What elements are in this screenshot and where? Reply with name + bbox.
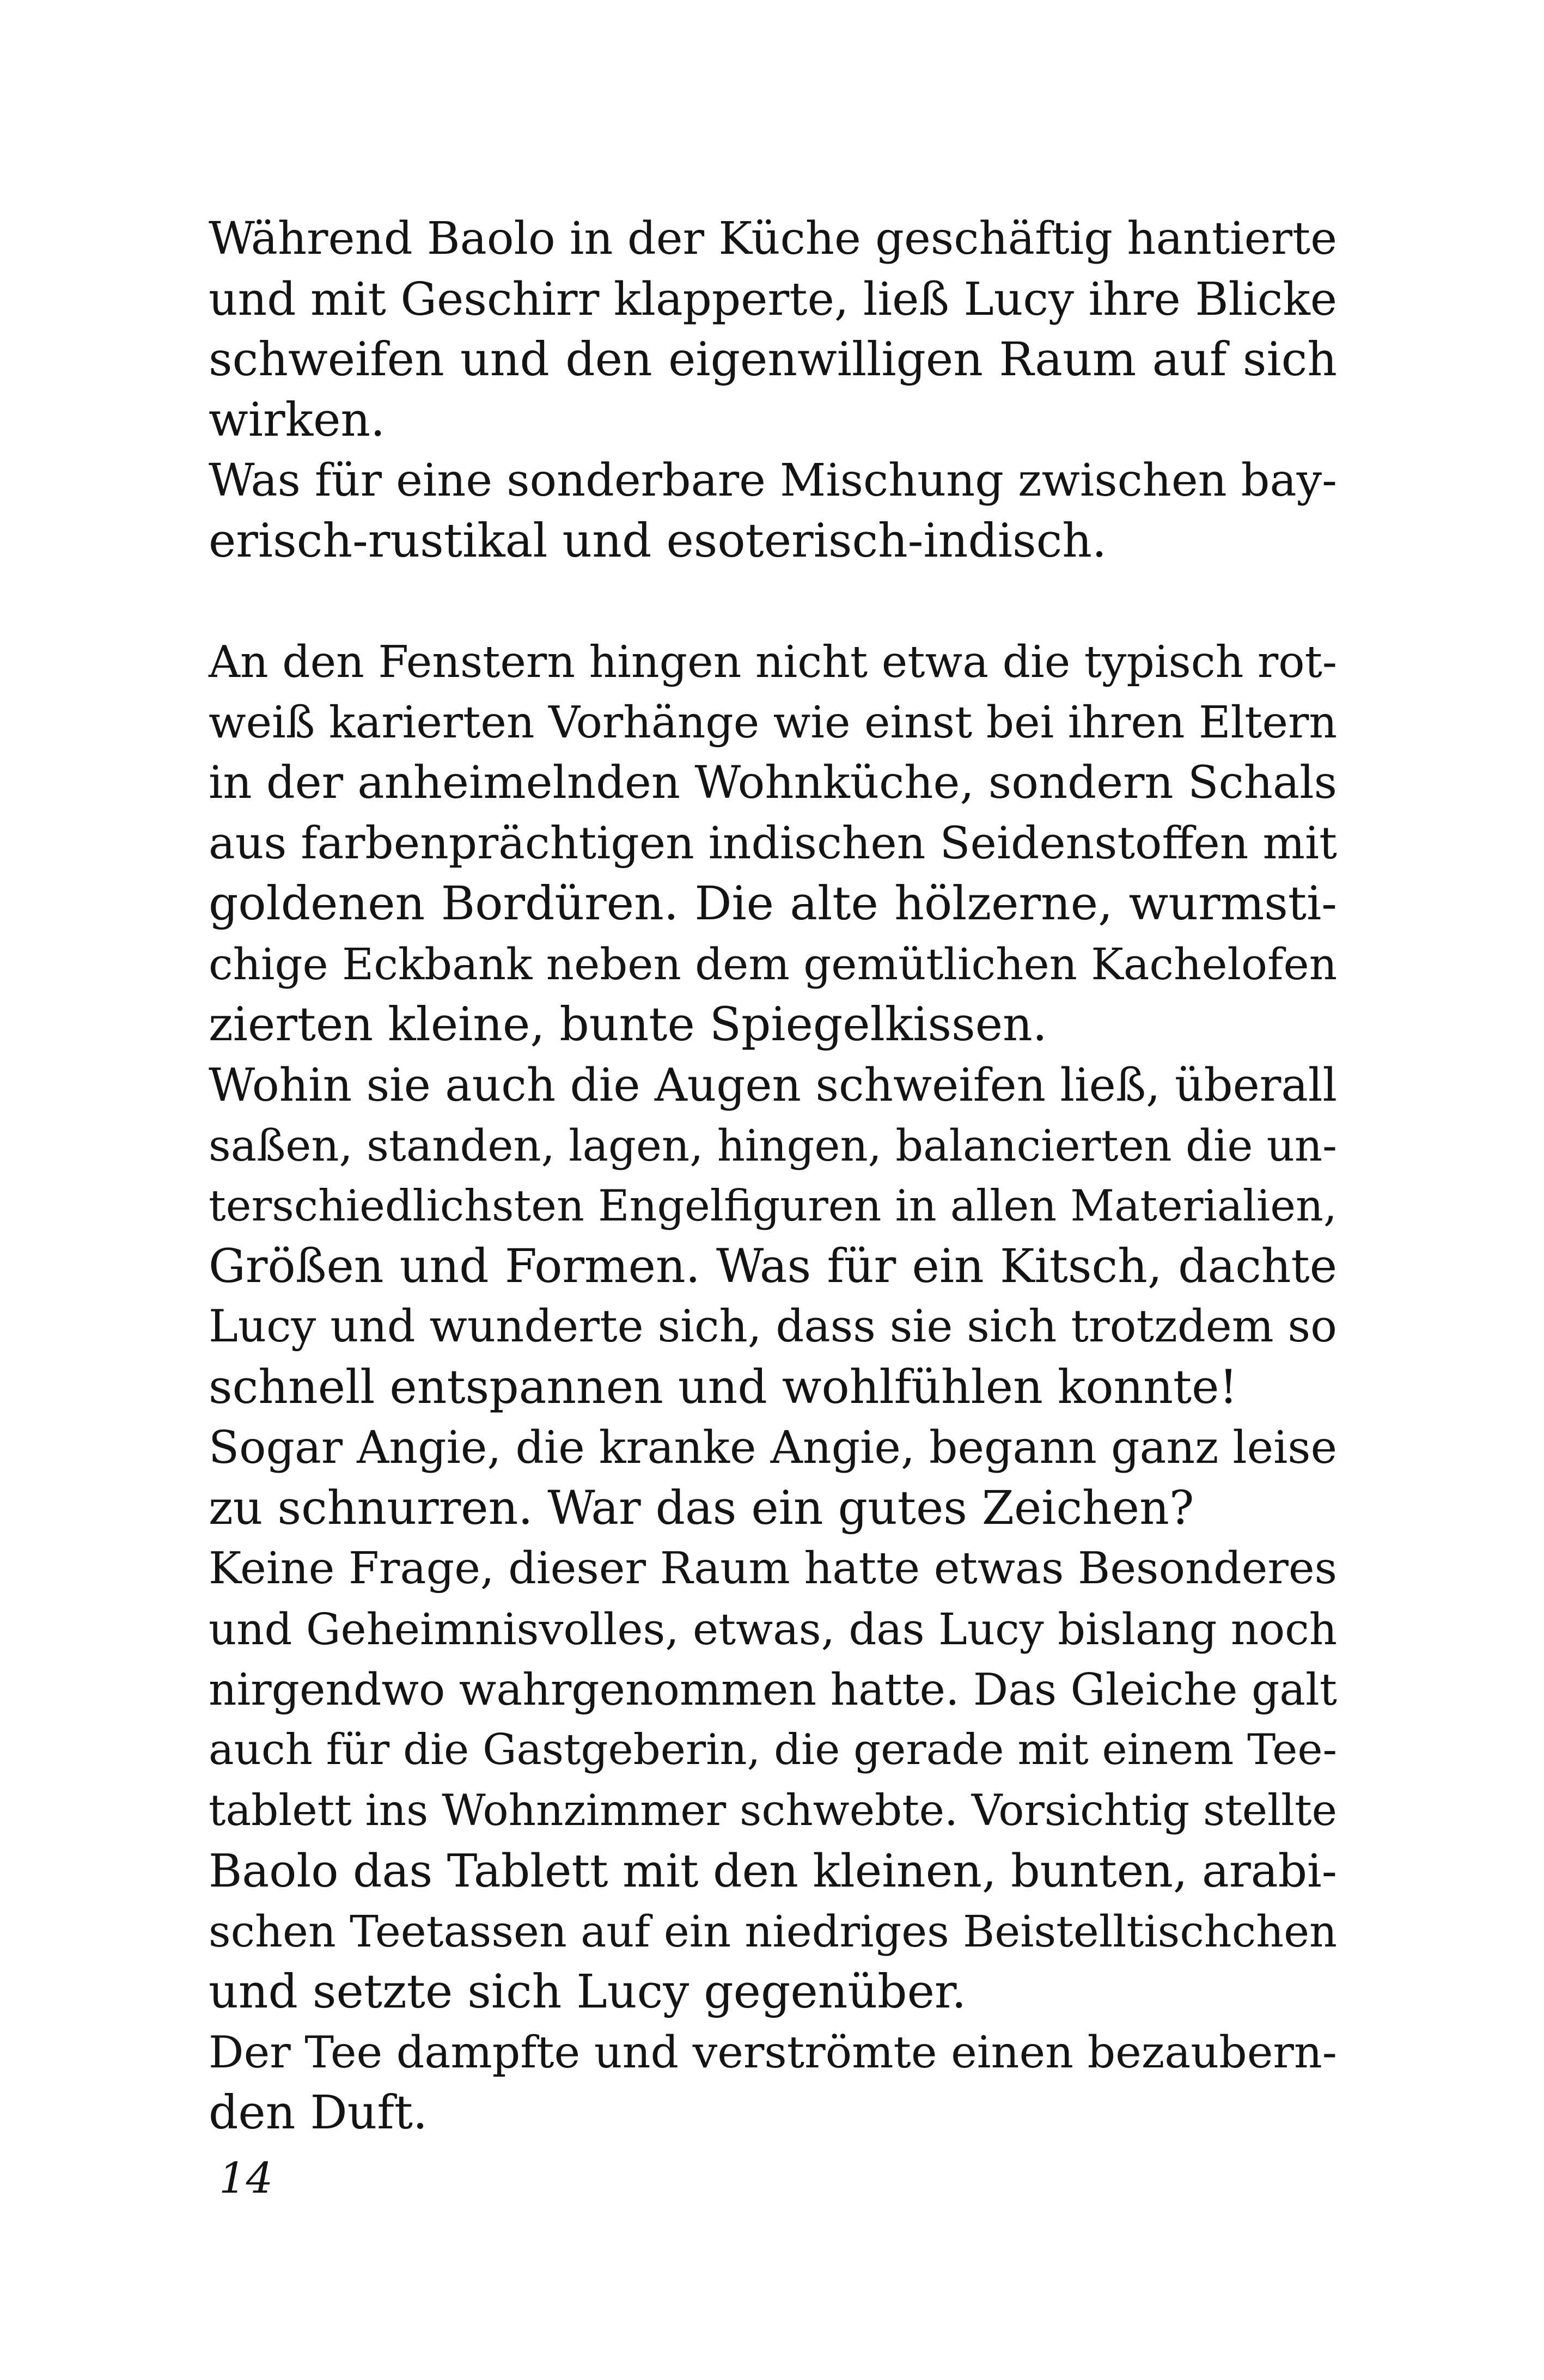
- text-line: zierten kleine, bunte Spiegelkissen.: [209, 998, 1047, 1052]
- text-line: wirken.: [209, 393, 386, 447]
- text-line: An den Fenstern hingen nicht etwa die typisch rot-: [209, 636, 1337, 687]
- text-line: zu schnurren. War das ein gutes Zeichen?: [209, 1481, 1194, 1535]
- text-line: weiß karierten Vorhänge wie einst bei ihren Eltern: [209, 697, 1337, 748]
- text-line: goldenen Bordüren. Die alte hölzerne, wurmsti-: [209, 877, 1337, 931]
- text-line: Keine Frage, dieser Raum hatte etwas Besonderes: [209, 1543, 1337, 1594]
- text-line: saßen, standen, lagen, hingen, balancierten die un-: [209, 1120, 1337, 1171]
- text-line: tablett ins Wohnzimmer schwebte. Vorsichtig stellte: [209, 1786, 1337, 1835]
- text-line: terschiedlichsten Engelfiguren in allen Materialien,: [209, 1181, 1337, 1231]
- text-line: schnell entspannen und wohlfühlen konnte!: [209, 1360, 1238, 1414]
- text-line: und setzte sich Lucy gegenüber.: [209, 1965, 967, 2019]
- text-line: schen Teetassen auf ein niedriges Beistelltischchen: [209, 1906, 1337, 1957]
- text-line: Größen und Formen. Was für ein Kitsch, dachte: [209, 1240, 1337, 1293]
- text-line: Sogar Angie, die kranke Angie, begann ganz leise: [209, 1422, 1337, 1474]
- page-number: 14: [219, 2154, 273, 2203]
- paragraph-gap: [209, 571, 1337, 632]
- text-line: Lucy und wunderte sich, dass sie sich trotzdem so: [209, 1301, 1337, 1352]
- text-line: erisch-rustikal und esoterisch-indisch.: [209, 514, 1107, 568]
- text-line: den Duft.: [209, 2086, 428, 2140]
- text-line: Was für eine sonderbare Mischung zwischen bay-: [209, 455, 1337, 506]
- text-line: schweifen und den eigenwilligen Raum auf sich: [209, 333, 1337, 387]
- text-line: aus farbenprächtigen indischen Seidenstoffen mit: [209, 817, 1337, 869]
- text-line: Baolo das Tablett mit den kleinen, bunten, arabi-: [209, 1844, 1337, 1897]
- text-line: Während Baolo in der Küche geschäftig hantierte: [209, 212, 1337, 265]
- body-text: [209, 209, 1337, 2143]
- text-line: Wohin sie auch die Augen schweifen ließ, überall: [209, 1059, 1337, 1112]
- text-line: nirgendwo wahrgenommen hatte. Das Gleiche galt: [209, 1664, 1337, 1715]
- text-line: Der Tee dampfte und verströmte einen bezaubern-: [209, 2027, 1337, 2078]
- text-line: auch für die Gastgeberin, die gerade mit einem Tee-: [209, 1725, 1337, 1774]
- text-line: und mit Geschirr klapperte, ließ Lucy ihre Blicke: [209, 273, 1337, 326]
- text-line: und Geheimnisvolles, etwas, das Lucy bislang noch: [209, 1604, 1337, 1655]
- text-line: in der anheimelnden Wohnküche, sondern Schals: [209, 756, 1337, 809]
- text-line: chige Eckbank neben dem gemütlichen Kachelofen: [209, 939, 1338, 990]
